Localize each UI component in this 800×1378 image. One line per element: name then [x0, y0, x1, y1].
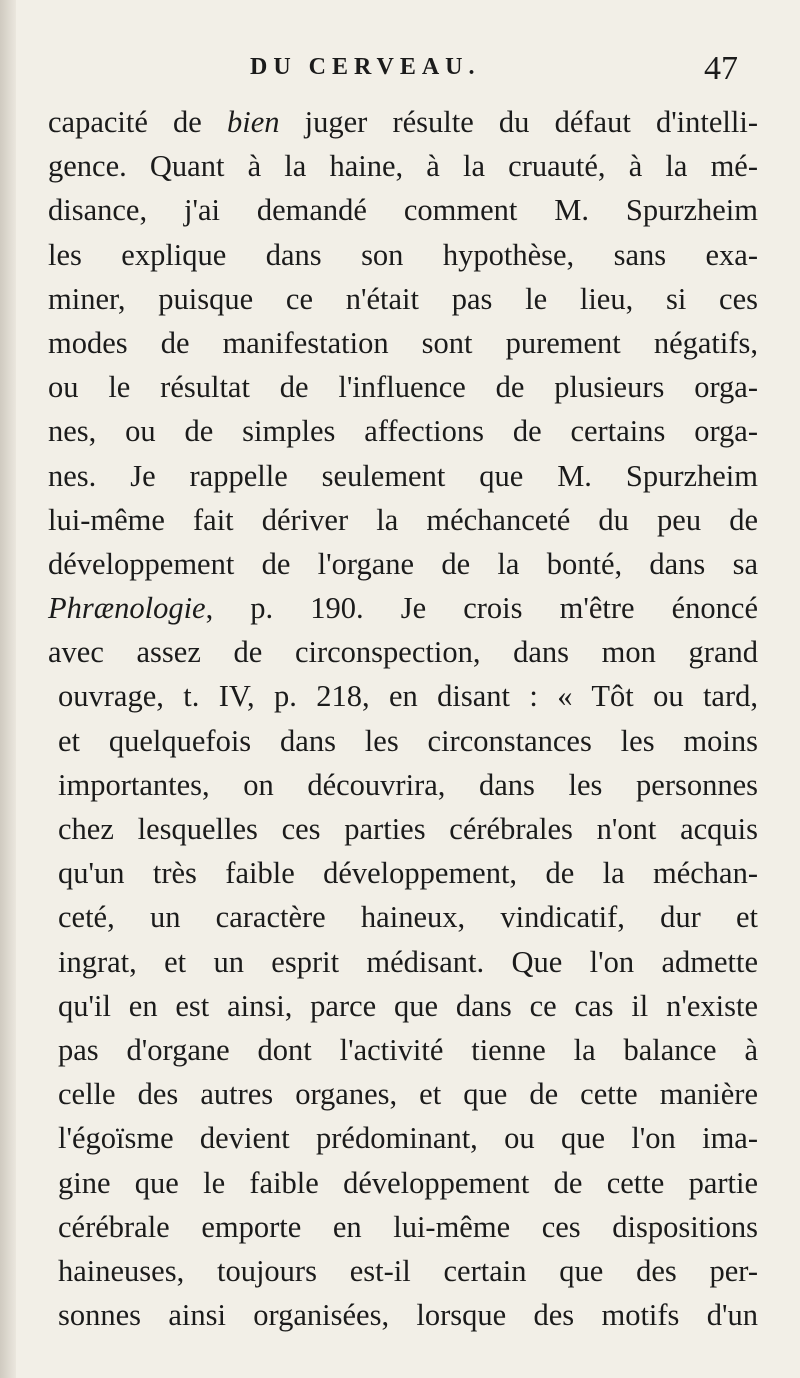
text-line: nes. Je rappelle seulement que M. Spurzheim: [48, 458, 758, 493]
text-line: qu'il en est ainsi, parce que dans ce cas il n'existe: [58, 988, 758, 1023]
text-line: ou le résultat de l'influence de plusieurs orga-: [48, 370, 758, 405]
text-line: sonnes ainsi organisées, lorsque des motifs d'un: [58, 1298, 758, 1333]
text-line: qu'un très faible développement, de la méchan-: [58, 856, 758, 891]
text-line: gence. Quant à la haine, à la cruauté, à la mé-: [48, 149, 758, 184]
text-line: capacité de bien juger résulte du défaut d'intelli-: [48, 105, 759, 139]
text-line: chez lesquelles ces parties cérébrales n'ont acquis: [58, 812, 758, 846]
body-text: [48, 100, 758, 1337]
text-line: développement de l'organe de la bonté, dans sa: [48, 546, 758, 581]
text-line: les explique dans son hypothèse, sans exa-: [48, 237, 758, 272]
text-line: disance, j'ai demandé comment M. Spurzheim: [48, 193, 758, 228]
text-line: haineuses, toujours est-il certain que des per-: [58, 1253, 758, 1288]
italic-word: bien: [226, 105, 280, 139]
text-line: miner, puisque ce n'était pas le lieu, si ces: [48, 281, 758, 316]
text-line: importantes, on découvrira, dans les personnes: [58, 767, 758, 802]
text-line: celle des autres organes, et que de cette manière: [58, 1077, 758, 1112]
page-number: 47: [704, 50, 738, 87]
running-head: [0, 50, 800, 94]
running-title: DU CERVEAU.: [250, 54, 481, 80]
text-line: gine que le faible développement de cette partie: [58, 1165, 758, 1200]
text-line: Phrænologie, p. 190. Je crois m'être énoncé: [48, 591, 758, 626]
italic-title: Phrænologie: [48, 591, 206, 626]
text-line: ouvrage, t. IV, p. 218, en disant : « Tôt ou tard,: [58, 679, 758, 714]
text-line: pas d'organe dont l'activité tienne la balance à: [58, 1032, 758, 1067]
text-line: modes de manifestation sont purement négatifs,: [48, 325, 758, 360]
text-line: avec assez de circonspection, dans mon grand: [48, 635, 758, 670]
text-line: ceté, un caractère haineux, vindicatif, dur et: [58, 900, 758, 935]
text-line: et quelquefois dans les circonstances les moins: [58, 723, 758, 758]
text-line: cérébrale emporte en lui-même ces dispositions: [58, 1209, 758, 1244]
text-line: nes, ou de simples affections de certains orga-: [48, 414, 758, 449]
text-line: ingrat, et un esprit médisant. Que l'on admette: [58, 944, 758, 979]
page-gutter-shadow: [0, 0, 16, 1378]
text-line: l'égoïsme devient prédominant, ou que l'on ima-: [58, 1121, 758, 1156]
text-line: lui-même fait dériver la méchanceté du peu de: [48, 502, 758, 537]
